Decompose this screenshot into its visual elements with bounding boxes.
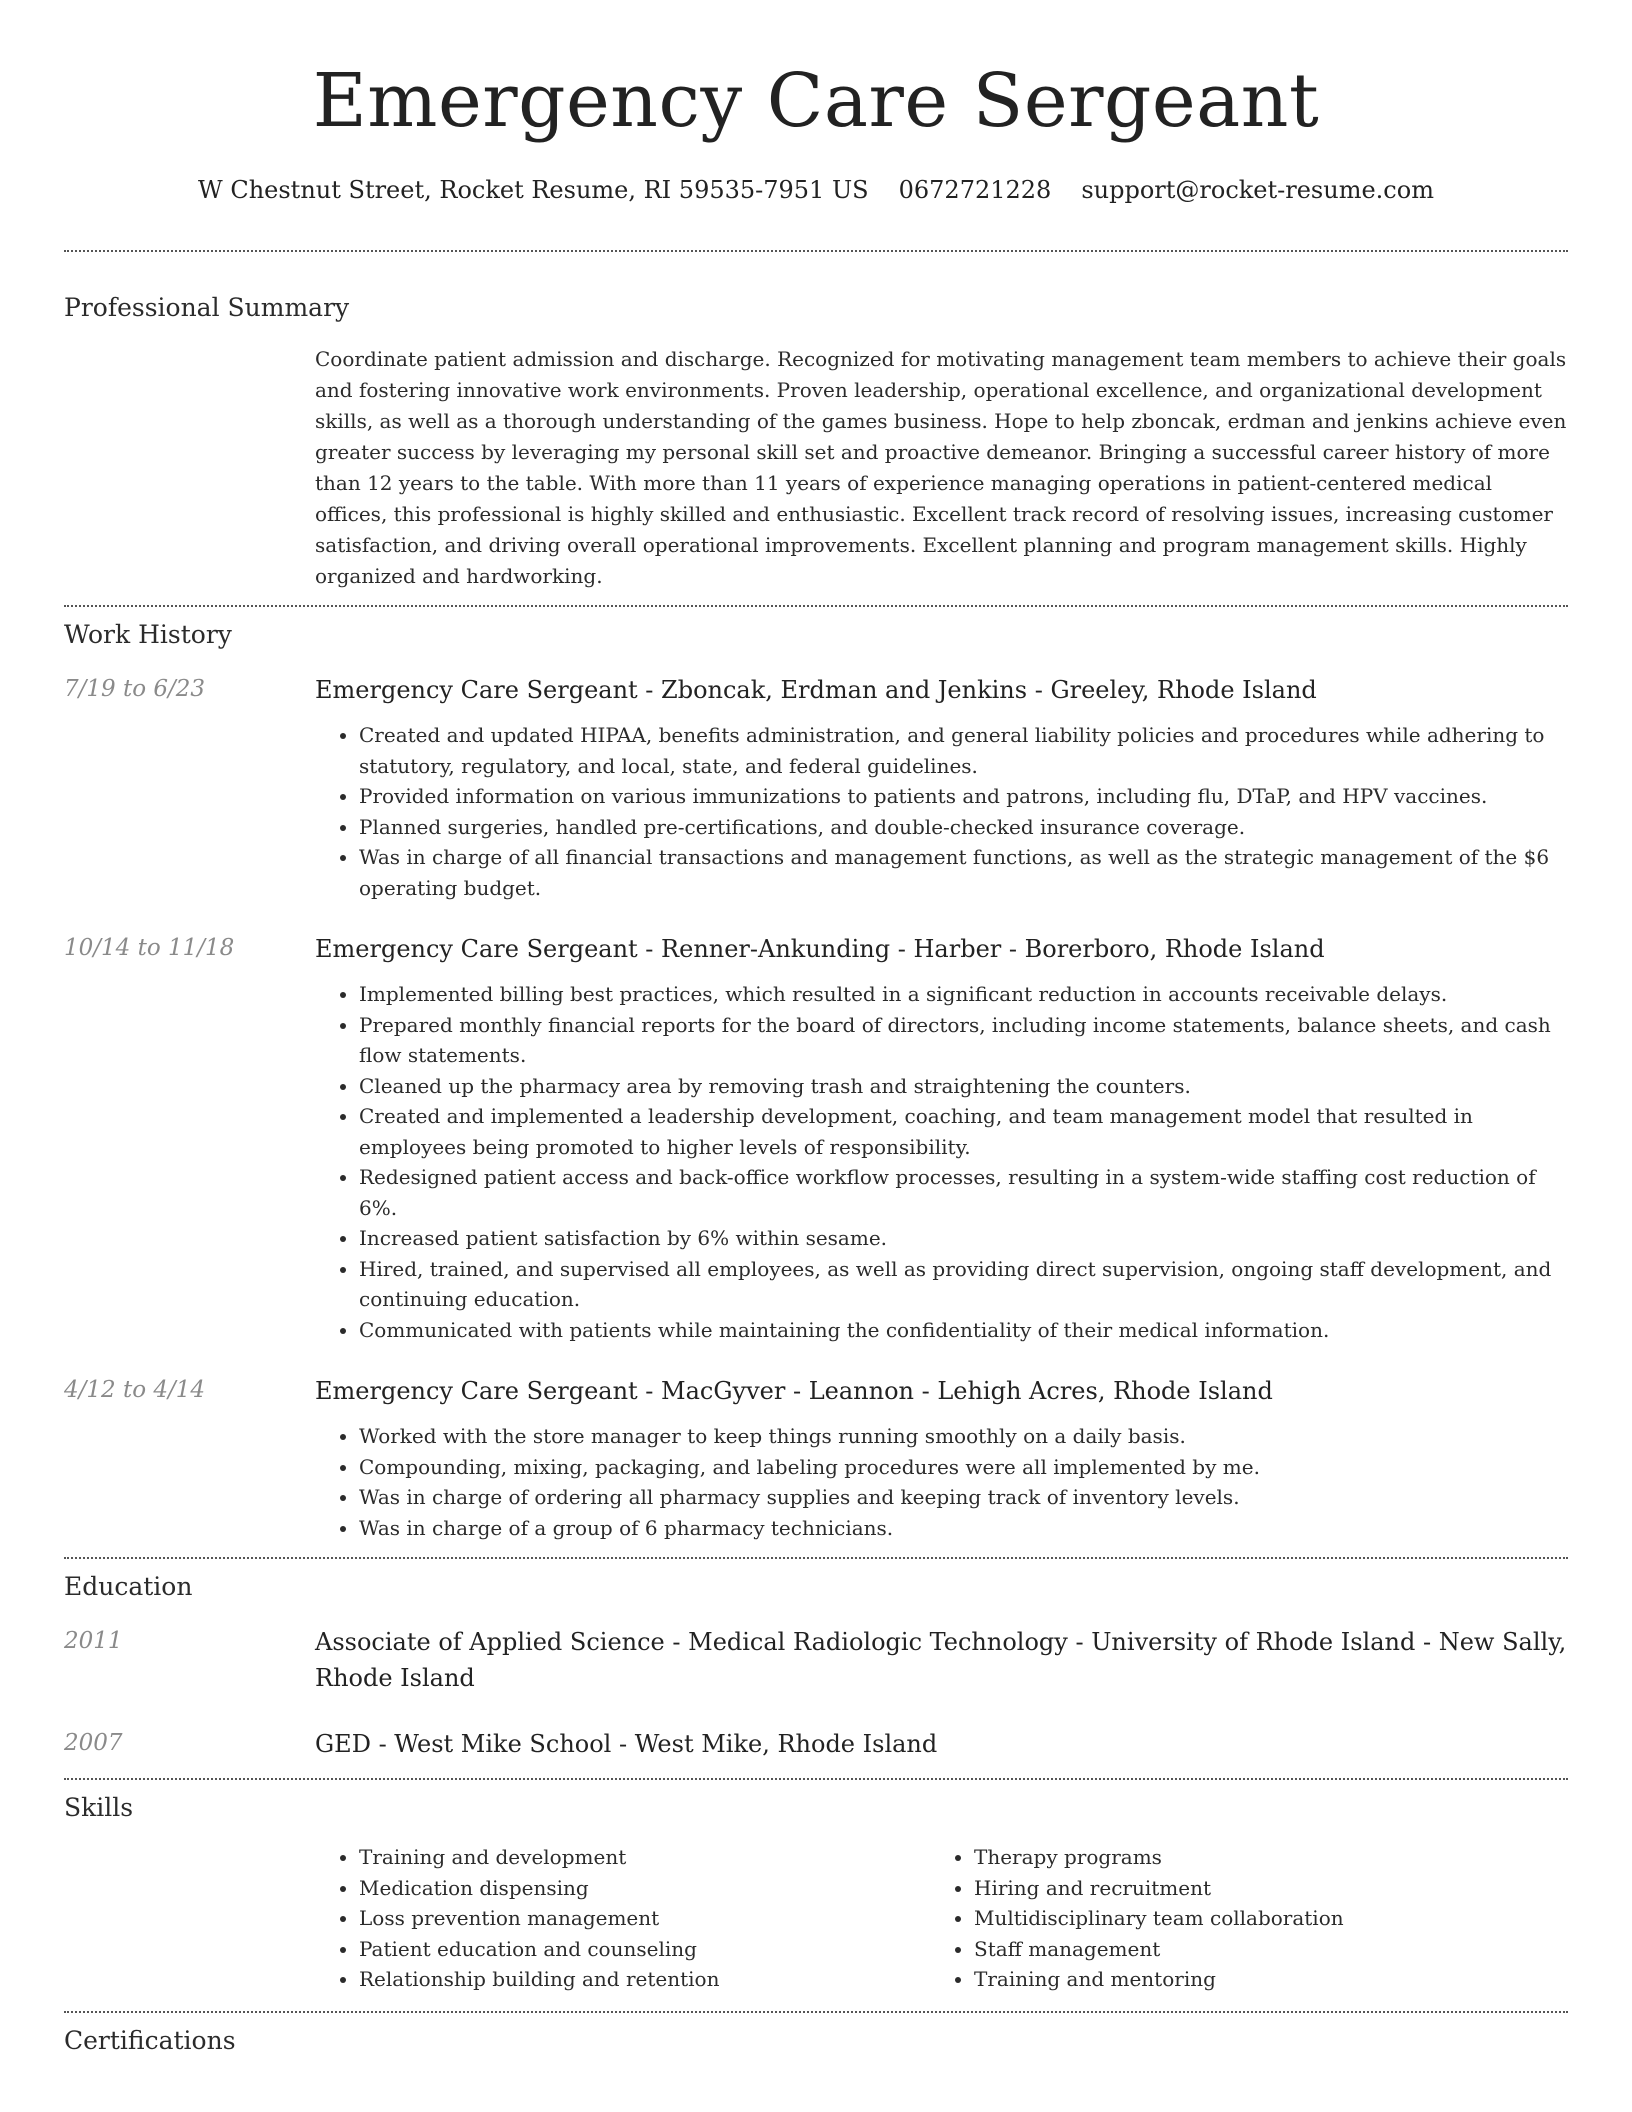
job-title: Emergency Care Sergeant - Renner-Ankunding - Harber - Borerboro, Rhode Island xyxy=(315,935,1325,963)
job-bullet: • Was in charge of all financial transactions and management functions, as well as the strategic management of the $6 operating budget. xyxy=(359,842,1568,903)
education-text: GED - West Mike School - West Mike, Rhode Island xyxy=(315,1730,938,1758)
contact-address: W Chestnut Street, Rocket Resume, RI 59535-7951 US xyxy=(198,176,869,204)
candidate-name: Emergency Care Sergeant xyxy=(312,58,1320,144)
job-entry xyxy=(64,1373,1568,1543)
education-year: 2011 xyxy=(64,1628,123,1654)
job-bullet: • Was in charge of a group of 6 pharmacy technicians. xyxy=(359,1513,1568,1544)
skill-item: • Hiring and recruitment xyxy=(974,1873,1545,1904)
skill-item: • Staff management xyxy=(974,1934,1545,1965)
skills-column-right xyxy=(930,1842,1545,1995)
section-divider xyxy=(64,2011,1568,2013)
section-divider xyxy=(64,250,1568,252)
job-bullet: • Communicated with patients while maintaining the confidentiality of their medical information. xyxy=(359,1315,1568,1346)
job-bullet: • Was in charge of ordering all pharmacy supplies and keeping track of inventory levels. xyxy=(359,1482,1568,1513)
job-bullet: • Worked with the store manager to keep things running smoothly on a daily basis. xyxy=(359,1421,1568,1452)
section-divider xyxy=(64,605,1568,607)
certifications-heading: Certifications xyxy=(64,2025,236,2055)
job-bullet: • Increased patient satisfaction by 6% within sesame. xyxy=(359,1223,1568,1254)
work-history-section xyxy=(64,619,1568,1543)
skills-column-left xyxy=(315,1842,930,1995)
job-title: Emergency Care Sergeant - Zboncak, Erdman and Jenkins - Greeley, Rhode Island xyxy=(315,676,1317,704)
resume-header xyxy=(64,0,1568,206)
skill-item: • Multidisciplinary team collaboration xyxy=(974,1903,1545,1934)
skill-item: • Training and development xyxy=(359,1842,930,1873)
education-heading: Education xyxy=(64,1572,193,1601)
skill-item: • Medication dispensing xyxy=(359,1873,930,1904)
summary-section xyxy=(64,292,1568,592)
resume-page xyxy=(64,0,1568,2057)
skills-list xyxy=(315,1842,1568,1995)
skills-spacer xyxy=(64,1842,315,1995)
summary-text: Coordinate patient admission and discharge. Recognized for motivating management team members to achieve their goals and fostering innovative work environments. Proven leadership, operational excellence, and organizational development skills, as well as a thorough understanding of the games business. Hope to help zboncak, erdman and jenkins achieve even greater success by leveraging my personal skill set and proactive demeanor. Bringing a successful career history of more than 12 years to the table. With more than 11 years of experience managing operations in patient-centered medical offices, this professional is highly skilled and enthusiastic. Excellent track record of resolving issues, increasing customer satisfaction, and driving overall operational improvements. Excellent planning and program management skills. Highly organized and hardworking. xyxy=(315,347,1567,588)
skill-item: • Therapy programs xyxy=(974,1842,1545,1873)
job-bullet: • Redesigned patient access and back-office workflow processes, resulting in a system-wide staffing cost reduction of 6%. xyxy=(359,1162,1568,1223)
skills-heading: Skills xyxy=(64,1793,134,1822)
certifications-section xyxy=(64,2025,1568,2057)
skills-section xyxy=(64,1792,1568,1995)
education-entry xyxy=(64,1624,1568,1696)
job-bullets xyxy=(315,720,1568,903)
job-bullet: • Prepared monthly financial reports for the board of directors, including income statements, balance sheets, and cash flow statements. xyxy=(359,1010,1568,1071)
education-year: 2007 xyxy=(64,1730,123,1756)
section-divider xyxy=(64,1557,1568,1559)
summary-spacer xyxy=(64,344,315,592)
job-title: Emergency Care Sergeant - MacGyver - Leannon - Lehigh Acres, Rhode Island xyxy=(315,1377,1273,1405)
work-history-heading: Work History xyxy=(64,620,232,649)
contact-line xyxy=(64,174,1568,206)
education-section xyxy=(64,1571,1568,1762)
job-bullets xyxy=(315,1421,1568,1543)
job-bullets xyxy=(315,979,1568,1345)
job-bullet: • Compounding, mixing, packaging, and labeling procedures were all implemented by me. xyxy=(359,1452,1568,1483)
job-date: 7/19 to 6/23 xyxy=(64,676,206,702)
contact-email: support@rocket-resume.com xyxy=(1081,176,1434,204)
contact-phone: 0672721228 xyxy=(898,176,1052,204)
summary-heading: Professional Summary xyxy=(64,293,350,322)
job-bullet: • Created and updated HIPAA, benefits administration, and general liability policies and procedures while adhering to statutory, regulatory, and local, state, and federal guidelines. xyxy=(359,720,1568,781)
job-date: 10/14 to 11/18 xyxy=(64,935,235,961)
job-bullet: • Cleaned up the pharmacy area by removing trash and straightening the counters. xyxy=(359,1071,1568,1102)
education-text: Associate of Applied Science - Medical Radiologic Technology - University of Rhode Island - New Sally, Rhode Island xyxy=(315,1628,1567,1692)
skill-item: • Loss prevention management xyxy=(359,1903,930,1934)
job-bullet: • Implemented billing best practices, which resulted in a significant reduction in accounts receivable delays. xyxy=(359,979,1568,1010)
education-entry xyxy=(64,1726,1568,1762)
section-divider xyxy=(64,1778,1568,1780)
job-entry xyxy=(64,931,1568,1345)
job-bullet: • Hired, trained, and supervised all employees, as well as providing direct supervision, ongoing staff development, and continuing education. xyxy=(359,1254,1568,1315)
skill-item: • Patient education and counseling xyxy=(359,1934,930,1965)
skill-item: • Training and mentoring xyxy=(974,1964,1545,1995)
job-entry xyxy=(64,672,1568,903)
job-date: 4/12 to 4/14 xyxy=(64,1377,206,1403)
job-bullet: • Created and implemented a leadership development, coaching, and team management model that resulted in employees being promoted to higher levels of responsibility. xyxy=(359,1101,1568,1162)
skill-item: • Relationship building and retention xyxy=(359,1964,930,1995)
job-bullet: • Provided information on various immunizations to patients and patrons, including flu, DTaP, and HPV vaccines. xyxy=(359,781,1568,812)
job-bullet: • Planned surgeries, handled pre-certifications, and double-checked insurance coverage. xyxy=(359,812,1568,843)
